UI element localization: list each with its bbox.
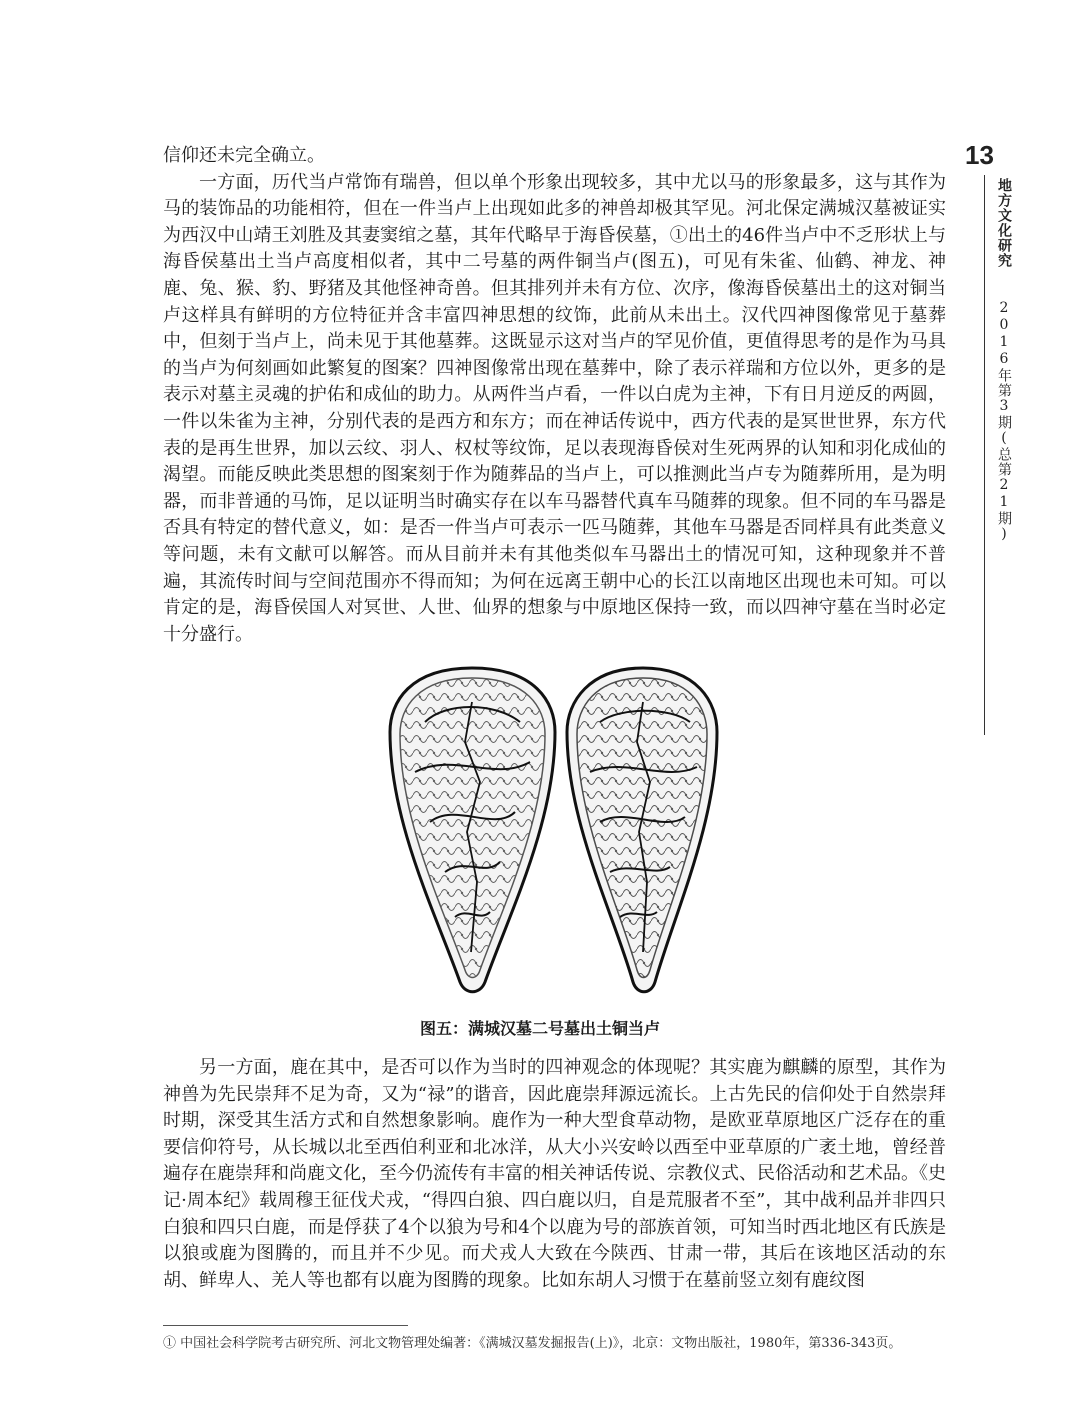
body-text-bottom (163, 1055, 946, 1294)
body-text-top (163, 143, 946, 648)
paragraph: 一方面，历代当卢常饰有瑞兽，但以单个形象出现较多，其中尤以马的形象最多，这与其作为马的装饰品的功能相符，但在一件当卢上出现如此多的神兽却极其罕见。河北保定满城汉墓被证实为西汉中山靖王刘胜及其妻窦绾之墓，其年代略早于海昏侯墓，①出土的46件当卢中不乏形状上与海昏侯墓出土当卢高度相似者，其中二号墓的两件铜当卢(图五)，可见有朱雀、仙鹤、神龙、神鹿、兔、猴、豹、野猪及其他怪神奇兽。但其排列并未有方位、次序，像海昏侯墓出土的这对铜当卢这样具有鲜明的方位特征并含丰富四神思想的纹饰，此前从未出土。汉代四神图像常见于墓葬中，但刻于当卢上，尚未见于其他墓葬。这既显示这对当卢的罕见价值，更值得思考的是作为马具的当卢为何刻画如此繁复的图案？四神图像常出现在墓葬中，除了表示祥瑞和方位以外，更多的是表示对墓主灵魂的护佑和成仙的助力。从两件当卢看，一件以白虎为主神，下有日月逆反的两圆，一件以朱雀为主神，分别代表的是西方和东方；而在神话传说中，西方代表的是冥世世界，东方代表的是再生世界，加以云纹、羽人、权杖等纹饰，足以表现海昏侯对生死两界的认知和羽化成仙的渴望。而能反映此类思想的图案刻于作为随葬品的当卢上，可以推测此当卢专为随葬所用，是为明器，而非普通的马饰，足以证明当时确实存在以车马器替代真车马随葬的现象。但不同的车马器是否具有特定的替代意义，如：是否一件当卢可表示一匹马随葬，其他车马器是否同样具有此类意义等问题，未有文献可以解答。而从目前并未有其他类似车马器出土的情况可知，这种现象并不普遍，其流传时间与空间范围亦不得而知；为何在远离王朝中心的长江以南地区出现也未可知。可以肯定的是，海昏侯国人对冥世、人世、仙界的想象与中原地区保持一致，而以四神守墓在当时必定十分盛行。 (163, 171, 946, 645)
footnote-divider (163, 1325, 408, 1326)
figure-dangl-pair (385, 662, 725, 1002)
left-plaque (390, 668, 555, 992)
paragraph: 另一方面，鹿在其中，是否可以作为当时的四神观念的体现呢？其实鹿为麒麟的原型，其作为神兽为先民崇拜不足为奇，又为“禄”的谐音，因此鹿崇拜源远流长。上古先民的信仰处于自然崇拜时期，深受其生活方式和自然想象影响。鹿作为一种大型食草动物，是欧亚草原地区广泛存在的重要信仰符号，从长城以北至西伯利亚和北冰洋，从大小兴安岭以西至中亚草原的广袤土地，曾经普遍存在鹿崇拜和尚鹿文化，至今仍流传有丰富的相关神话传说、宗教仪式、民俗活动和艺术品。《史记·周本纪》载周穆王征伐犬戎，“得四白狼、四白鹿以归，自是荒服者不至”，其中战利品并非四只白狼和四只白鹿，而是俘获了4个以狼为号和4个以鹿为号的部族首领，可知当时西北地区有氏族是以狼或鹿为图腾的，而且并不少见。而犬戎人大致在今陕西、甘肃一带，其后在该地区活动的东胡、鲜卑人、羌人等也都有以鹿为图腾的现象。比如东胡人习惯于在墓前竖立刻有鹿纹图 (163, 1057, 946, 1291)
issue-info: 2016年第3期(总第21期) (996, 300, 1012, 543)
figure-caption: 图五：满城汉墓二号墓出土铜当卢 (419, 1019, 660, 1038)
bronze-danglu-illustration (385, 662, 725, 1002)
paragraph: 信仰还未完全确立。 (163, 145, 325, 166)
right-plaque (567, 668, 717, 992)
page-number: 13 (965, 140, 994, 170)
side-divider (984, 175, 985, 735)
journal-title: 地方文化研究 (996, 178, 1012, 268)
footnote: ① 中国社会科学院考古研究所、河北文物管理处编著：《满城汉墓发掘报告(上)》，北京：文物出版社，1980年，第336-343页。 (163, 1336, 902, 1351)
